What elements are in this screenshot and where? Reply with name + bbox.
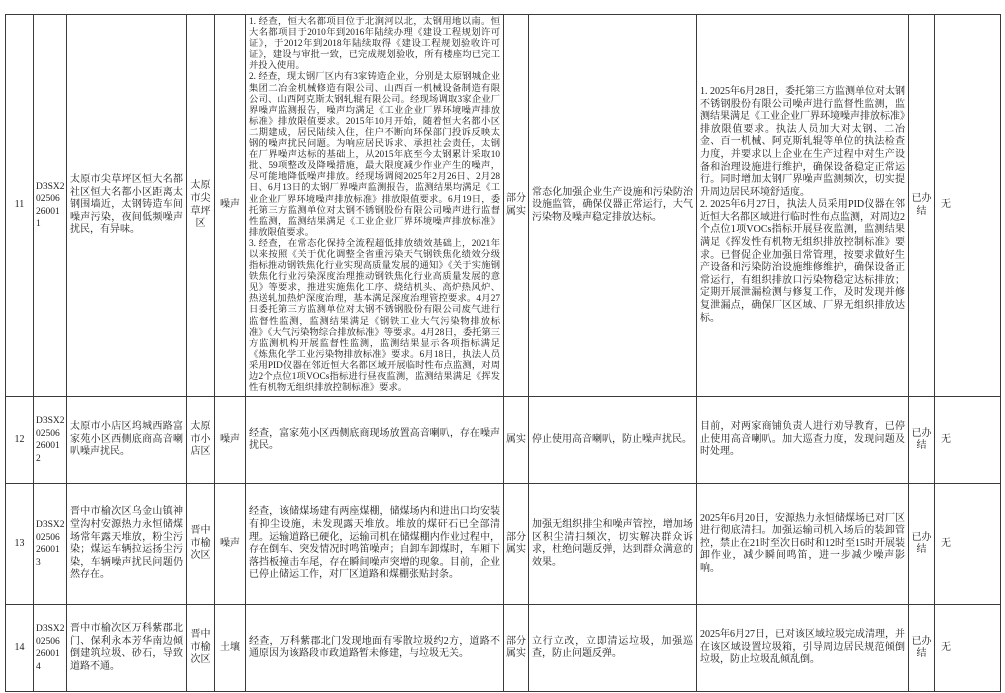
case-number: 12 (6, 397, 34, 484)
pollution-type: 噪声 (215, 484, 246, 605)
investigation-cell (246, 15, 504, 397)
measures-text: 常态化加强企业生产设施和污染防治设施监管，确保仪器正常运行，大气污染物及噪声稳定排放达标。 (529, 15, 697, 397)
measures-text: 加强无组织排尘和噪声管控，增加场区积尘清扫频次，切实解决群众诉求，杜绝问题反弹，达到群众满意的效果。 (529, 484, 697, 605)
case-number: 13 (6, 484, 34, 605)
district: 晋中市榆次区 (187, 605, 215, 692)
status-text: 已办结 (909, 484, 935, 605)
complaint-text: 太原市尖草坪区恒大名都社区恒大名都小区距离太钢围墙近，太钢铸造车间噪声污染，夜间低频噪声扰民，有异味。 (67, 15, 187, 397)
complaint-text: 太原市小店区坞城西路富家苑小区西侧底商高音喇叭噪声扰民。 (67, 397, 187, 484)
result-cell (697, 397, 909, 484)
verdict: 部分属实 (504, 605, 529, 692)
investigation-paragraph: 2. 经查，现太钢厂区内有3家铸造企业，分别是太原钢城企业集团二冶金机械修造有限公司、山西百一机械设备制造有限公司、山西阿克斯太钢轧辊有限公司。经现场调取3家企业厂界噪声监测报告，噪声均满足《工业企业厂界环境噪声排放标准》排放限值要求。2015年10月开始，随着恒大名都小区二期建成，居民陆续入住，住户不断向环保部门投诉反映太钢的噪声扰民问题。为响应居民诉求、承担社会责任，太钢在厂界噪声达标的基础上，从2015年底至今太钢累计采取10批、59项整改及降噪措施，最大限度减少作业产生的噪声，尽可能地降低噪声排放。经现场调阅2025年2月26日、2月28日、6月13日的太钢厂界噪声监测报告，监测结果均满足《工业企业厂界环境噪声排放标准》排放限值要求。6月19日，委托第三方监测单位对太钢不锈钢股份有限公司噪声进行监督性监测，监测结果满足《工业企业厂界环境噪声排放标准》排放限值要求。 (249, 72, 500, 238)
case-id-cell (34, 15, 67, 397)
status-text: 已办结 (909, 15, 935, 397)
case-table (5, 14, 1001, 692)
result-cell (697, 605, 909, 692)
result-paragraph: 2025年6月27日，已对该区域垃圾完成清理，并在该区域设置垃圾箱，引导周边居民规范倾倒垃圾，防止垃圾乱倾乱倒。 (700, 629, 905, 666)
case-id: D3SX2 02506 26001 1 (36, 181, 65, 229)
investigation-paragraph: 3. 经查，在常态化保持全流程超低排放绩效基础上，2021年以来按照《关于优化调整全省重污染天气钢铁焦化绩效分级指标推动钢铁焦化行业实现高质量发展的通知》《关于实施钢铁焦化行业污染深度治理推动钢铁焦化行业高质量发展的意见》等要求，推进实施焦化工序、烧结机头、高炉热风炉、热送轧加热炉深度治理，基本满足深度治理管控要求。4月27日委托第三方监测单位对太钢不锈钢股份有限公司废气进行监督性监测，监测结果满足《钢铁工业大气污染物排放标准》《大气污染物综合排放标准》等要求。4月28日，委托第三方监测机构开展监督性监测，监测结果显示各项指标满足《炼焦化学工业污染物排放标准》要求。6月18日，执法人员采用PID仪器在邻近恒大名都区域开展临时性布点监测，对周边2个点位1项VOCs指标进行昼夜监测，监测结果满足《挥发性有机物无组织排放控制标准》要求。 (249, 238, 501, 394)
verdict: 部分属实 (504, 484, 529, 605)
case-number: 14 (6, 605, 34, 692)
result-paragraph: 2025年6月20日，安源热力永恒储煤场已对厂区进行彻底清扫。加强运输司机入场后的装卸管控，禁止在21时至次日6时和12时至15时开展装卸作业，减少瞬间鸣笛，进一步减少噪声影响。 (700, 512, 905, 575)
case-id-cell (34, 484, 67, 605)
case-id-cell (34, 397, 67, 484)
table-row (6, 15, 1001, 397)
table-row (6, 605, 1001, 692)
investigation-paragraph: 1. 经查，恒大名都项目位于北涧河以北，太钢用地以南。恒大名都项目于2010年到2016年陆续办理《建设工程规划许可证》，于2012年到2018年陆续取得《建设工程规划验收许可证》，建设与审批一致，已完成规划验收，所有楼座均已完工并投入使用。 (249, 17, 500, 72)
accountability: 无 (935, 484, 1001, 605)
investigation-paragraph: 经查，该储煤场建有两座煤棚，储煤场内和进出口均安装有抑尘设施，未发现露天堆放。堆放的煤矸石已全部清理。运输道路已硬化，运输司机在储煤棚内作业过程中，存在倒车、突发情况时鸣笛噪声；自卸车卸煤时，车厢下落挡板撞击车尾，存在瞬间噪声突增的现象。目前，企业已停止储运工作，对厂区道路和煤棚张贴封条。 (249, 506, 500, 581)
pollution-type: 土壤 (215, 605, 246, 692)
result-paragraph: 1. 2025年6月28日，委托第三方监测单位对太钢不锈钢股份有限公司噪声进行监督性监测，监测结果满足《工业企业厂界环境噪声排放标准》排放限值要求。执法人员加大对太钢、二冶金、百一机械、阿克斯轧辊等单位的执法检查力度，并要求以上企业在生产过程中对生产设备和治理设施进行维护，确保设备稳定正常运行。同时增加太钢厂界噪声监测频次，切实提升周边居民环境舒适度。 (700, 85, 905, 198)
table-row (6, 484, 1001, 605)
case-number: 11 (6, 15, 34, 397)
investigation-cell (246, 397, 504, 484)
table-row (6, 397, 1001, 484)
status-text: 已办结 (909, 397, 935, 484)
result-cell (697, 484, 909, 605)
result-cell (697, 15, 909, 397)
result-paragraph: 2. 2025年6月27日，执法人员采用PID仪器在邻近恒大名都区域进行临时性布点监测，对周边2个点位1项VOCs指标开展昼夜监测，监测结果满足《挥发性有机物无组织排放控制标准》要求。已督促企业加强日常管理，按要求做好生产设备和污染防治设施维修维护，确保设备正常运行，有组织排放口污染物稳定达标排放；定期开展泄漏检测与修复工作，及时发现并修复泄漏点，确保厂区区域、厂界无组织排放达标。 (700, 199, 905, 324)
pollution-type: 噪声 (215, 397, 246, 484)
complaint-text: 晋中市榆次区乌金山镇神堂沟村安源热力永恒储煤场常年露天堆放，粉尘污染；煤运车辆拉运扬尘污染，车辆噪声扰民问题仍然存在。 (67, 484, 187, 605)
verdict: 属实 (504, 397, 529, 484)
case-id-cell (34, 605, 67, 692)
investigation-cell (246, 605, 504, 692)
case-id: D3SX2 02506 26001 3 (36, 520, 65, 568)
investigation-paragraph: 经查，富家苑小区西侧底商现场放置高音喇叭，存在噪声扰民。 (249, 427, 500, 452)
accountability: 无 (935, 605, 1001, 692)
accountability: 无 (935, 397, 1001, 484)
measures-text: 停止使用高音喇叭，防止噪声扰民。 (529, 397, 697, 484)
district: 晋中市榆次区 (187, 484, 215, 605)
district: 太原市尖草坪区 (187, 15, 215, 397)
measures-text: 立行立改，立即清运垃圾，加强巡查，防止问题反弹。 (529, 605, 697, 692)
district: 太原市小店区 (187, 397, 215, 484)
pollution-type: 噪声 (215, 15, 246, 397)
investigation-paragraph: 经查，万科紫郡北门发现地面有零散垃圾约2方，道路不通原因为该路段市政道路暂未修建，与垃圾无关。 (249, 635, 500, 660)
status-text: 已办结 (909, 605, 935, 692)
investigation-cell (246, 484, 504, 605)
verdict: 部分属实 (504, 15, 529, 397)
case-id: D3SX2 02506 26001 2 (36, 416, 65, 464)
complaint-text: 晋中市榆次区万科紫郡北门、保利永本芳华南边倾倒建筑垃圾、砂石，导致道路不通。 (67, 605, 187, 692)
result-paragraph: 目前，对两家商铺负责人进行劝导教育，已停止使用高音喇叭。加大巡查力度，发现问题及时处理。 (700, 421, 905, 458)
accountability: 无 (935, 15, 1001, 397)
case-id: D3SX2 02506 26001 4 (36, 624, 65, 672)
